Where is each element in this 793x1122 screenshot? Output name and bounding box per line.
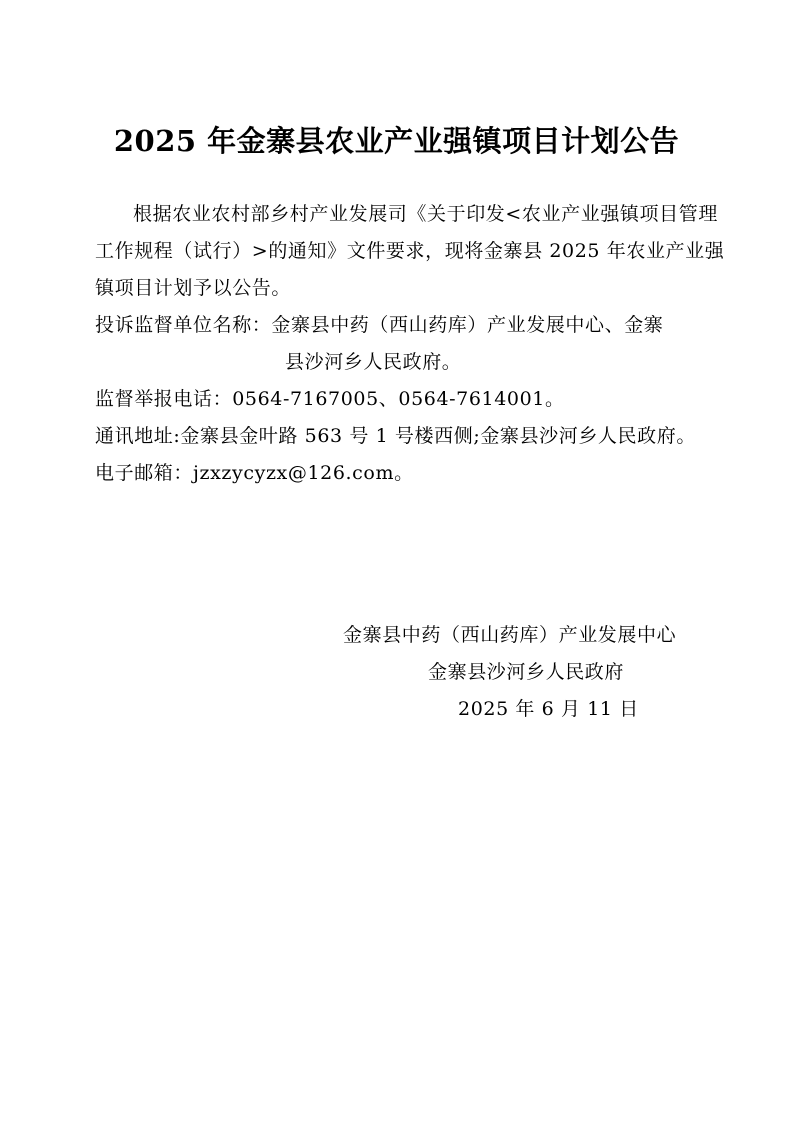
- complaint-line: [95, 307, 735, 344]
- intro-paragraph: 根据农业农村部乡村产业发展司《关于印发<农业产业强镇项目管理工作规程（试行）>的通知》文件要求，现将金寨县 2025 年农业产业强镇项目计划予以公告。: [95, 203, 725, 299]
- signature-date: 2025 年 6 月 11 日: [458, 698, 639, 720]
- signature-org-1: 金寨县中药（西山药库）产业发展中心: [343, 624, 677, 646]
- signature-block: [343, 617, 723, 728]
- complaint-value-line1: 金寨县中药（西山药库）产业发展中心、金寨: [271, 314, 664, 336]
- email-value: jzxzycyzx@126.com。: [193, 462, 414, 484]
- hotline-line: [95, 381, 735, 418]
- document-body: [95, 196, 735, 492]
- complaint-label: 投诉监督单位名称：: [95, 314, 272, 336]
- address-line: [95, 418, 735, 455]
- document-title: 2025 年金寨县农业产业强镇项目计划公告: [113, 124, 680, 158]
- signature-org-2: 金寨县沙河乡人民政府: [428, 661, 625, 683]
- complaint-value-line2: 县沙河乡人民政府。: [285, 351, 462, 373]
- email-label: 电子邮箱：: [95, 462, 194, 484]
- address-label: 通讯地址:: [95, 425, 181, 447]
- hotline-value: 0564-7167005、0564-7614001。: [232, 388, 565, 410]
- address-value: 金寨县金叶路 563 号 1 号楼西侧;金寨县沙河乡人民政府。: [180, 425, 696, 447]
- email-line: [95, 455, 735, 492]
- hotline-label: 监督举报电话：: [95, 388, 233, 410]
